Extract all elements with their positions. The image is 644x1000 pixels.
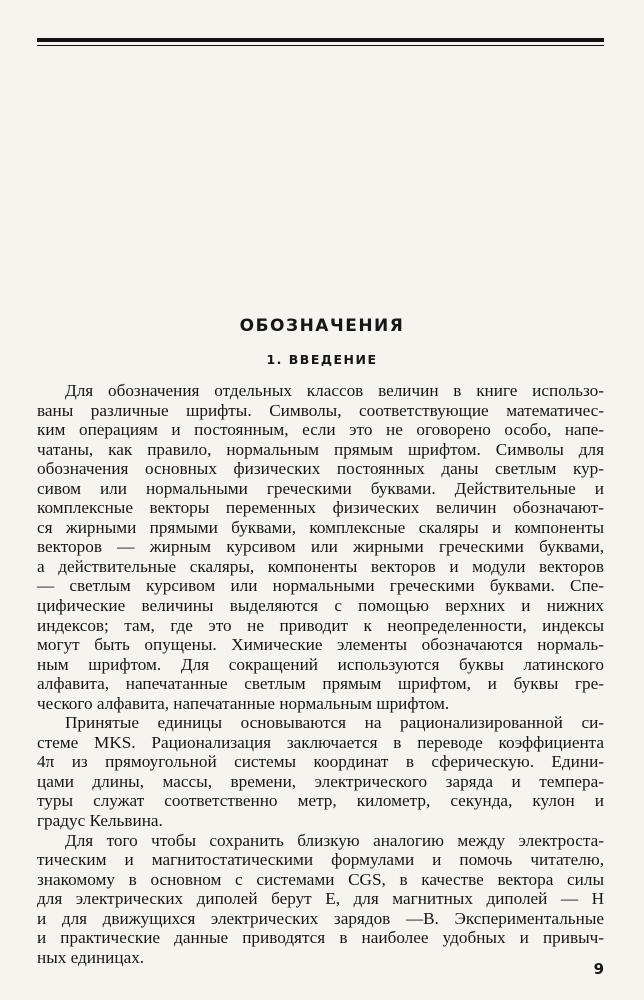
text-line: 4π из прямоугольной системы координат в сферическую. Едини- xyxy=(37,752,604,772)
text-line: векторов — жирным курсивом или жирными греческими буквами, xyxy=(37,537,604,557)
header-rule-thick xyxy=(37,38,604,42)
text-line: алфавита, напечатанные светлым прямым шрифтом, и буквы гре- xyxy=(37,674,604,694)
text-line: могут быть опущены. Химические элементы обозначаются нормаль- xyxy=(37,635,604,655)
page-number: 9 xyxy=(593,960,604,978)
text-line: градус Кельвина. xyxy=(37,811,163,831)
text-line: ческого алфавита, напечатанные нормальным шрифтом. xyxy=(37,693,450,713)
text-line: Для того чтобы сохранить близкую аналогию между электроста- xyxy=(65,830,604,850)
text-line: а действительные скаляры, компоненты векторов и модули векторов xyxy=(37,556,604,576)
text-line: сивом или нормальными греческими буквами. Действительные и xyxy=(37,478,604,498)
text-line: и для движущихся электрических зарядов —B. Экспериментальные xyxy=(37,908,604,928)
text-line: чатаны, как правило, нормальным прямым шрифтом. Символы для xyxy=(37,439,604,459)
chapter-title: ОБОЗНАЧЕНИЯ xyxy=(239,316,405,336)
paragraph-3 xyxy=(37,831,604,968)
text-line: — светлым курсивом или нормальными греческими буквами. Спе- xyxy=(37,576,604,596)
text-line: ным шрифтом. Для сокращений используются буквы латинского xyxy=(37,654,604,674)
text-line: для электрических диполей берут E, для магнитных диполей — H xyxy=(37,889,604,909)
text-line: цами длины, массы, времени, электрического заряда и темпера- xyxy=(37,771,604,791)
text-line: Для обозначения отдельных классов величин в книге использо- xyxy=(65,381,604,400)
text-line: ким операциям и постоянным, если это не оговорено особо, напе- xyxy=(37,420,604,440)
header-rule-thin xyxy=(37,45,604,46)
section-title: 1. ВВЕДЕНИЕ xyxy=(266,352,378,367)
text-line: Принятые единицы основываются на рационализированной си- xyxy=(65,713,604,733)
text-line: знакомому в основном с системами CGS, в качестве вектора силы xyxy=(37,869,604,889)
text-line: ваны различные шрифты. Символы, соответствующие математичес- xyxy=(37,400,604,420)
text-line: индексов; там, где это не приводит к неопределенности, индексы xyxy=(37,615,604,635)
text-line: цифические величины выделяются с помощью верхних и нижних xyxy=(37,596,604,616)
text-line: обозначения основных физических постоянных даны светлым кур- xyxy=(37,459,604,479)
text-line: тическим и магнитостатическими формулами и помочь читателю, xyxy=(37,850,604,870)
body-text xyxy=(37,381,604,967)
text-line: комплексные векторы переменных физических величин обозначают- xyxy=(37,498,604,518)
paragraph-2 xyxy=(37,713,604,830)
text-line: ся жирными прямыми буквами, комплексные скаляры и компоненты xyxy=(37,517,604,537)
text-line: ных единицах. xyxy=(37,947,145,967)
text-line: и практические данные приводятся в наиболее удобных и привыч- xyxy=(37,928,604,948)
text-line: туры служат соответственно метр, километр, секунда, кулон и xyxy=(37,791,604,811)
paragraph-1 xyxy=(37,381,604,713)
text-line: стеме MKS. Рационализация заключается в переводе коэффициента xyxy=(37,732,604,752)
